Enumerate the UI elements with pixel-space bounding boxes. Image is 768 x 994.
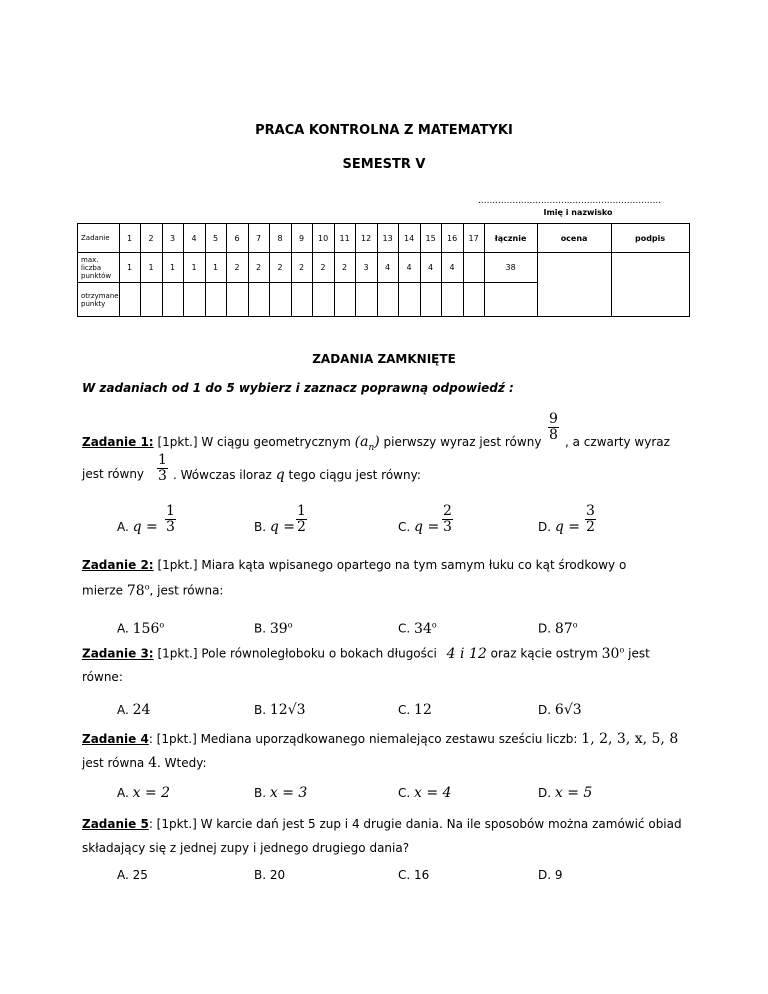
task-4-line-1: Zadanie 4: [1pkt.] Mediana uporządkowanego niemalejąco zestawu sześciu liczb: 1, 2, 3, x, 5, 8	[82, 731, 679, 747]
task-5-line-2: składający się z jednej zupy i jednego drugiego dania?	[82, 841, 410, 855]
max-points-cell	[463, 253, 484, 283]
section-title: ZADANIA ZAMKNIĘTE	[312, 352, 456, 366]
task-number: 5	[205, 224, 226, 253]
row-label-task: Zadanie	[78, 224, 120, 253]
task-3-option-d[interactable]: D. 6√3	[538, 702, 582, 718]
task-4-option-a[interactable]: A. x = 2	[117, 785, 171, 801]
task-2-option-d[interactable]: D. 87$^o$	[538, 620, 578, 637]
max-points-cell: 1	[183, 253, 205, 283]
task-number: 2	[140, 224, 162, 253]
task-1-option-b[interactable]: B. q =	[254, 519, 296, 535]
max-points-cell: 4	[398, 253, 420, 283]
max-points-cell: 4	[420, 253, 441, 283]
column-total: łącznie	[484, 224, 537, 253]
task-2-option-b[interactable]: B. 39$^o$	[254, 620, 293, 637]
task-1-option-c[interactable]: C. q =	[398, 519, 440, 535]
task-5-option-b[interactable]: B. 20	[254, 868, 286, 882]
task-number: 13	[377, 224, 398, 253]
document-subtitle: SEMESTR V	[342, 157, 426, 172]
option-a-fraction: $\frac{1}{3}$	[166, 503, 175, 535]
task-number: 14	[398, 224, 420, 253]
obtained-cell[interactable]	[398, 283, 420, 317]
text: [1pkt.] W ciągu geometrycznym	[157, 435, 351, 449]
obtained-cell[interactable]	[377, 283, 398, 317]
max-points-cell: 3	[355, 253, 377, 283]
max-points-cell: 1	[119, 253, 140, 283]
text: pierwszy wyraz jest równy	[383, 435, 542, 449]
max-points-cell: 1	[205, 253, 226, 283]
task-3-label: Zadanie 3:	[82, 646, 154, 661]
task-4-line-2: jest równa 4. Wtedy:	[82, 755, 207, 771]
text: jest równy	[82, 467, 145, 481]
task-2-line-2: mierze 78$^o$, jest równa:	[82, 582, 224, 599]
score-table	[77, 223, 690, 317]
task-4-label: Zadanie 4	[82, 732, 149, 746]
task-4-option-d[interactable]: D. x = 5	[538, 785, 593, 801]
obtained-total-cell[interactable]	[484, 283, 537, 317]
row-label-obtained: otrzymane punkty	[78, 283, 120, 317]
obtained-cell[interactable]	[355, 283, 377, 317]
obtained-cell[interactable]	[248, 283, 269, 317]
task-number: 8	[269, 224, 291, 253]
max-points-cell: 2	[312, 253, 334, 283]
task-1-label: Zadanie 1:	[82, 435, 154, 449]
obtained-cell[interactable]	[140, 283, 162, 317]
max-points-cell: 1	[162, 253, 183, 283]
obtained-cell[interactable]	[312, 283, 334, 317]
obtained-cell[interactable]	[291, 283, 312, 317]
signature-cell	[611, 253, 689, 317]
max-points-cell: 2	[334, 253, 355, 283]
task-2-option-c[interactable]: C. 34$^o$	[398, 620, 437, 637]
name-label: Imię i nazwisko	[543, 208, 613, 217]
math-sequence: $(a_n)$	[354, 434, 380, 453]
task-number: 16	[441, 224, 463, 253]
option-b-fraction: $\frac{1}{2}$	[297, 503, 306, 535]
instruction: W zadaniach od 1 do 5 wybierz i zaznacz poprawną odpowiedź :	[82, 381, 514, 395]
obtained-cell[interactable]	[205, 283, 226, 317]
task-2-label: Zadanie 2:	[82, 558, 154, 572]
task-3-line-2: równe:	[82, 670, 123, 684]
row-label-max-points: max. liczba punktów	[78, 253, 120, 283]
task-4-option-b[interactable]: B. x = 3	[254, 785, 308, 801]
task-1-line-1	[82, 425, 541, 459]
obtained-cell[interactable]	[119, 283, 140, 317]
column-grade: ocena	[537, 224, 611, 253]
obtained-cell[interactable]	[162, 283, 183, 317]
task-number: 4	[183, 224, 205, 253]
task-2-line-1: Zadanie 2: [1pkt.] Miara kąta wpisanego opartego na tym samym łuku co kąt środkowy o	[82, 558, 627, 572]
text: , a czwarty wyraz	[565, 435, 670, 449]
max-points-cell: 4	[377, 253, 398, 283]
task-1-line-2: . Wówczas iloraz q tego ciągu jest równy:	[173, 467, 421, 483]
fraction-9-8: $\frac{9}{8}$	[549, 411, 558, 443]
task-1-option-d[interactable]: D. q =	[538, 519, 581, 535]
obtained-cell[interactable]	[183, 283, 205, 317]
max-points-cell: 2	[269, 253, 291, 283]
task-5-option-c[interactable]: C. 16	[398, 868, 430, 882]
task-5-option-a[interactable]: A. 25	[117, 868, 148, 882]
max-points-cell: 2	[291, 253, 312, 283]
max-points-cell: 2	[248, 253, 269, 283]
obtained-cell[interactable]	[226, 283, 248, 317]
obtained-cell[interactable]	[441, 283, 463, 317]
task-4-option-c[interactable]: C. x = 4	[398, 785, 452, 801]
task-1-option-a[interactable]: A. q =	[117, 519, 158, 535]
task-number: 9	[291, 224, 312, 253]
task-3-line-1: Zadanie 3: [1pkt.] Pole równoległoboku o bokach długości 4 i 12 oraz kącie ostrym 30$^o$ jest	[82, 645, 650, 662]
obtained-cell[interactable]	[463, 283, 484, 317]
task-number: 11	[334, 224, 355, 253]
task-5-line-1: Zadanie 5: [1pkt.] W karcie dań jest 5 zup i 4 drugie dania. Na ile sposobów można zamówić obiad	[82, 817, 682, 831]
task-5-option-d[interactable]: D. 9	[538, 868, 563, 882]
task-number: 17	[463, 224, 484, 253]
table-row-tasks	[78, 224, 690, 253]
task-number: 15	[420, 224, 441, 253]
option-c-fraction: $\frac{2}{3}$	[443, 503, 452, 535]
task-5-label: Zadanie 5	[82, 817, 149, 831]
task-number: 7	[248, 224, 269, 253]
table-row-max-points	[78, 253, 690, 283]
max-points-total: 38	[484, 253, 537, 283]
task-3-option-b[interactable]: B. 12√3	[254, 702, 306, 718]
obtained-cell[interactable]	[420, 283, 441, 317]
option-d-fraction: $\frac{3}{2}$	[586, 503, 595, 535]
task-3-option-c[interactable]: C. 12	[398, 702, 432, 718]
obtained-cell[interactable]	[269, 283, 291, 317]
task-3-option-a[interactable]: A. 24	[117, 702, 151, 718]
task-2-option-a[interactable]: A. 156$^o$	[117, 620, 165, 637]
task-number: 10	[312, 224, 334, 253]
column-signature: podpis	[611, 224, 689, 253]
max-points-cell: 4	[441, 253, 463, 283]
document-title: PRACA KONTROLNA Z MATEMATYKI	[255, 123, 513, 138]
task-number: 1	[119, 224, 140, 253]
grade-cell	[537, 253, 611, 317]
task-number: 12	[355, 224, 377, 253]
task-number: 6	[226, 224, 248, 253]
max-points-cell: 1	[140, 253, 162, 283]
max-points-cell: 2	[226, 253, 248, 283]
task-number: 3	[162, 224, 183, 253]
obtained-cell[interactable]	[334, 283, 355, 317]
fraction-1-3: $\frac{1}{3}$	[158, 452, 167, 484]
name-line: ................................................................	[478, 196, 662, 206]
